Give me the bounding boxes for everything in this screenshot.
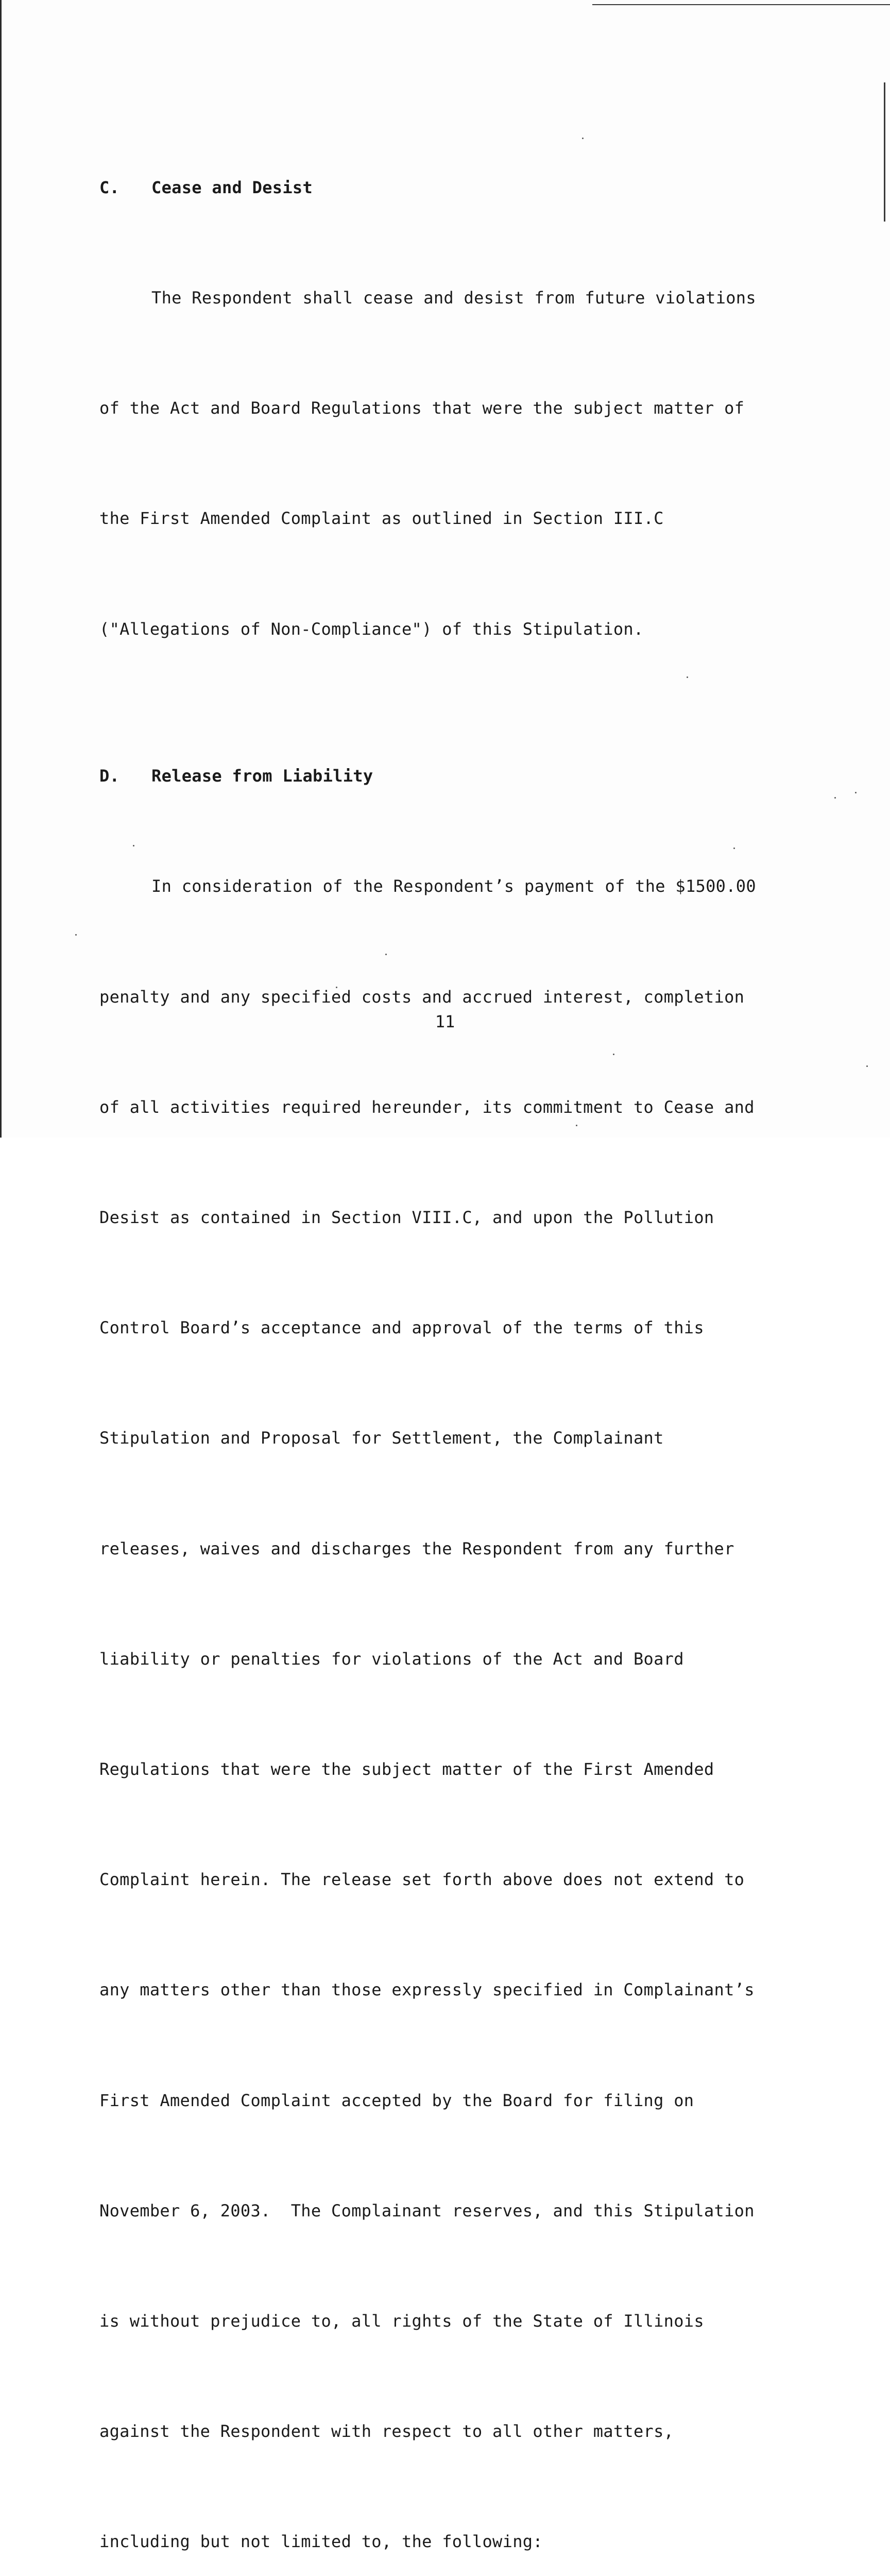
section-title: Release from Liability xyxy=(151,766,373,786)
scan-speck xyxy=(75,934,77,936)
section-title: Cease and Desist xyxy=(151,177,313,197)
paragraph-line: Desist as contained in Section VIII.C, and upon the Pollution xyxy=(99,1208,714,1228)
paragraph-line: releases, waives and discharges the Respondent from any further xyxy=(99,1538,734,1558)
scan-edge-left xyxy=(0,0,2,1138)
paragraph-line: the First Amended Complaint as outlined in Section III.C xyxy=(99,509,664,529)
paragraph-line: of the Act and Board Regulations that were the subject matter of xyxy=(99,398,745,418)
paragraph-line: First Amended Complaint accepted by the Board for filing on xyxy=(99,2090,694,2110)
scan-speck xyxy=(866,1065,868,1067)
section-label: D. xyxy=(99,766,120,786)
paragraph-line: liability or penalties for violations of the Act and Board xyxy=(99,1649,684,1669)
scan-speck xyxy=(834,797,836,799)
paragraph-line: against the Respondent with respect to all other matters, xyxy=(99,2421,674,2442)
paragraph-line: penalty and any specified costs and accrued interest, completion xyxy=(99,987,745,1007)
scan-edge-top xyxy=(592,4,890,5)
scan-speck xyxy=(855,792,857,793)
paragraph-line: including but not limited to, the following: xyxy=(99,2532,543,2552)
paragraph-line: Stipulation and Proposal for Settlement, the Complainant xyxy=(99,1428,664,1448)
paragraph-line: of all activities required hereunder, its commitment to Cease and xyxy=(99,1097,755,1117)
scan-edge-right xyxy=(884,82,885,222)
paragraph-line: Regulations that were the subject matter of the First Amended xyxy=(99,1759,714,1780)
paragraph-line: The Respondent shall cease and desist from future violations xyxy=(151,288,756,308)
paragraph-line: any matters other than those expressly specified in Complainant’s xyxy=(99,1980,755,2000)
section-heading xyxy=(99,170,790,206)
paragraph-line: Control Board’s acceptance and approval of the terms of this xyxy=(99,1318,704,1338)
page-number: 11 xyxy=(435,1012,455,1031)
paragraph-line: In consideration of the Respondent’s payment of the $1500.00 xyxy=(151,876,756,896)
document-body xyxy=(99,96,790,2576)
section-heading xyxy=(99,758,790,794)
paragraph-line: Complaint herein. The release set forth above does not extend to xyxy=(99,1870,745,1890)
paragraph-line: November 6, 2003. The Complainant reserves, and this Stipulation xyxy=(99,2200,755,2221)
section-label: C. xyxy=(99,177,120,197)
paragraph-line: is without prejudice to, all rights of the State of Illinois xyxy=(99,2311,704,2331)
paragraph-line: ("Allegations of Non-Compliance") of this Stipulation. xyxy=(99,619,644,639)
